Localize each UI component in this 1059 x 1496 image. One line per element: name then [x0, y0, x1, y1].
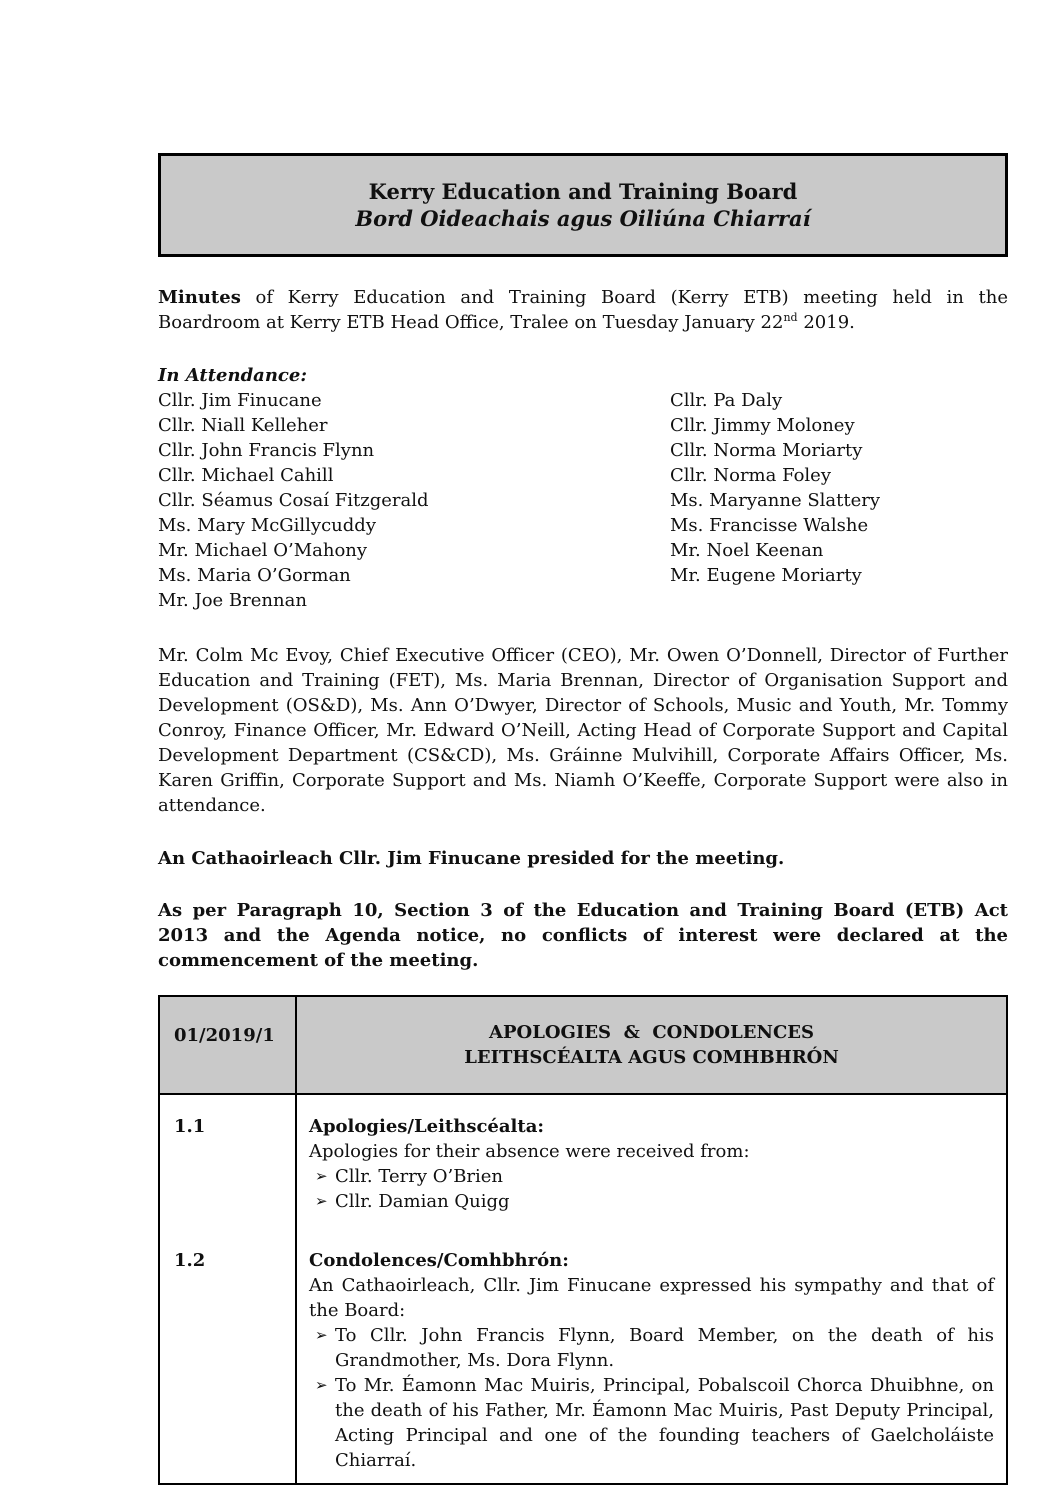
attendee-name: Cllr. John Francis Flynn [158, 440, 375, 461]
condolences-heading: Condolences/Comhbhrón: [309, 1250, 569, 1271]
agenda-title-english: APOLOGIES & CONDOLENCES [489, 1022, 814, 1043]
minutes-intro-body: of Kerry Education and Training Board (Kerry ETB) meeting held in the Boardroom at Kerry ETB Head Office, Tralee on Tuesday January 22 [158, 287, 1008, 333]
attendee-name: Mr. Joe Brennan [158, 590, 307, 611]
apology-name: Cllr. Damian Quigg [335, 1191, 510, 1212]
attendance-column-right [670, 388, 1008, 613]
agenda-table-header-row [160, 997, 1006, 1095]
attendee-name: Mr. Eugene Moriarty [670, 565, 862, 586]
document-title-box [158, 153, 1008, 257]
attendee-name: Cllr. Séamus Cosaí Fitzgerald [158, 490, 429, 511]
attendee-name: Mr. Michael O’Mahony [158, 540, 368, 561]
attendee-name: Ms. Francisse Walshe [670, 515, 869, 536]
apology-list-item [309, 1189, 994, 1214]
condolence-list-item [309, 1373, 994, 1473]
attendee-name: Cllr. Jim Finucane [158, 390, 322, 411]
apology-list-item [309, 1164, 994, 1189]
attendee-name: Ms. Maryanne Slattery [670, 490, 881, 511]
attendee-name: Cllr. Norma Foley [670, 465, 831, 486]
apologies-intro: Apologies for their absence were received from: [309, 1141, 750, 1162]
arrow-bullet-icon: ➢ [315, 1326, 328, 1344]
condolences-intro: An Cathaoirleach, Cllr. Jim Finucane expressed his sympathy and that of the Board: [309, 1275, 994, 1321]
apology-name: Cllr. Terry O’Brien [335, 1166, 504, 1187]
section-number-apologies: 1.1 [160, 1095, 297, 1214]
attendance-list [158, 388, 1008, 613]
agenda-item-table [158, 995, 1008, 1485]
officials-paragraph: Mr. Colm Mc Evoy, Chief Executive Officer (CEO), Mr. Owen O’Donnell, Director of Further Education and Training (FET), Ms. Maria Brennan, Director of Organisation Support and Development (OS&D), Ms. Ann O’Dwyer, Director of Schools, Music and Youth, Mr. Tommy Conroy, Finance Officer, Mr. Edward O’Neill, Acting Head of Corporate Support and Capital Development Department (CS&CD), Ms. Gráinne Mulvihill, Corporate Affairs Officer, Ms. Karen Griffin, Corporate Support and Ms. Niamh O’Keeffe, Corporate Support were also in attendance. [158, 645, 1008, 816]
section-apologies [297, 1095, 1006, 1214]
agenda-table-body [160, 1095, 1006, 1483]
condolence-text: To Cllr. John Francis Flynn, Board Member, on the death of his Grandmother, Ms. Dora Flynn. [335, 1325, 994, 1371]
arrow-bullet-icon: ➢ [315, 1192, 328, 1210]
agenda-item-title [297, 997, 1006, 1093]
minutes-lead-word: Minutes [158, 287, 241, 308]
arrow-bullet-icon: ➢ [315, 1167, 328, 1185]
attendee-name: Cllr. Jimmy Moloney [670, 415, 855, 436]
attendee-name: Cllr. Pa Daly [670, 390, 783, 411]
minutes-intro-paragraph [158, 285, 1008, 335]
org-name-english: Kerry Education and Training Board [368, 179, 798, 204]
section-condolences [297, 1214, 1006, 1483]
attendee-name: Cllr. Niall Kelleher [158, 415, 328, 436]
minutes-intro-tail: 2019. [797, 312, 855, 333]
condolence-text: To Mr. Éamonn Mac Muiris, Principal, Pobalscoil Chorca Dhuibhne, on the death of his Father, Mr. Éamonn Mac Muiris, Past Deputy Principal, Acting Principal and one of the founding teachers of Gaelcholáiste Chiarraí. [335, 1375, 994, 1471]
attendee-name: Ms. Mary McGillycuddy [158, 515, 376, 536]
document-content [158, 0, 1008, 1485]
condolence-list-item [309, 1323, 994, 1373]
agenda-title-irish: LEITHSCÉALTA AGUS COMHBHRÓN [464, 1047, 839, 1068]
conflicts-statement: As per Paragraph 10, Section 3 of the Education and Training Board (ETB) Act 2013 and the Agenda notice, no conflicts of interest were declared at the commencement of the meeting. [158, 900, 1008, 971]
attendance-column-left [158, 388, 670, 613]
presided-statement: An Cathaoirleach Cllr. Jim Finucane presided for the meeting. [158, 848, 785, 869]
attendance-heading: In Attendance: [158, 365, 307, 386]
date-ordinal-suffix: nd [783, 311, 798, 324]
attendee-name: Cllr. Michael Cahill [158, 465, 334, 486]
attendee-name: Ms. Maria O’Gorman [158, 565, 351, 586]
apologies-heading: Apologies/Leithscéalta: [309, 1116, 545, 1137]
agenda-item-number: 01/2019/1 [160, 997, 297, 1093]
org-name-irish: Bord Oideachais agus Oiliúna Chiarraí [355, 206, 811, 231]
attendee-name: Cllr. Norma Moriarty [670, 440, 863, 461]
section-number-condolences: 1.2 [160, 1214, 297, 1483]
arrow-bullet-icon: ➢ [315, 1376, 328, 1394]
attendee-name: Mr. Noel Keenan [670, 540, 824, 561]
